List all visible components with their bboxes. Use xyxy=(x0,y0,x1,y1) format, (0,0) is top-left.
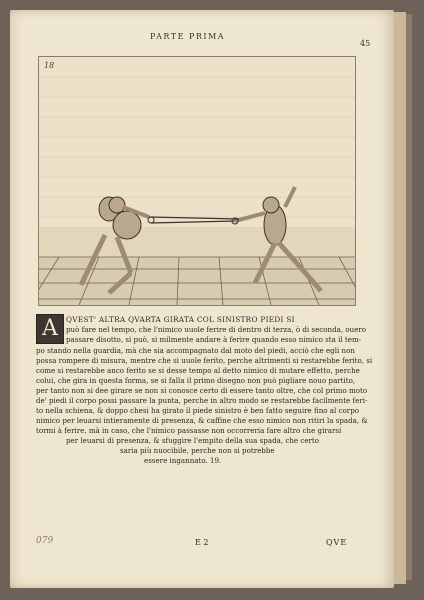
engraved-plate xyxy=(38,56,356,306)
handwritten-number: 079 xyxy=(36,536,54,546)
text-line: possa rompere di misura, mentre che si uuole ferito, perche altrimenti si restarebbe ferito, si xyxy=(36,356,373,365)
text-line: de' piedi il corpo possi passare la punta, perche in altro modo se restarebbe facilmente feri- xyxy=(36,396,368,405)
running-title: PARTE PRIMA xyxy=(150,32,226,41)
plate-number: 18 xyxy=(44,61,55,70)
text-line: tormi à ferire, mà in caso, che l'nimico passasse non occorreria fare altro che girarsi xyxy=(36,426,342,435)
text-line: nimico per leuarsi intieramente di presenza, & caffine che esso nimico non ritiri la spada, & xyxy=(36,416,368,425)
catchword: QVE xyxy=(326,538,348,547)
text-line: come si restarebbe anco ferito se si desse tempo al detto nimico di mutare effetto, perche xyxy=(36,366,360,375)
text-line: QVEST' ALTRA QVARTA GIRATA COL SINISTRO PIEDI SI xyxy=(66,315,295,324)
decorated-initial: A xyxy=(36,314,64,344)
folio-number: 45 xyxy=(360,39,371,48)
text-line: saria più nuocibile, perche non si potrebbe xyxy=(120,446,275,455)
text-line: passare disotto, si può, si milmente andare à ferire quando esso nimico sta il tem- xyxy=(66,335,362,344)
signature-mark: E 2 xyxy=(195,538,209,547)
page-edge-shadow xyxy=(406,14,412,580)
text-line: colui, che gira in questa forma, se si falla il primo disegno non può pigliare nouo partito, xyxy=(36,376,356,385)
text-line: per tanto non si dee girare se non si conosce certo di essere tanto oltre, che col primo moto xyxy=(36,386,368,395)
page-edge xyxy=(394,12,406,584)
text-line: to nella schiena, & doppo chesi ha girato il piede sinistro è ben fatto seguire fino al corpo xyxy=(36,406,360,415)
text-line: può fare nel tempo, che l'nimico uuole ferire di dentro di terza, ò di seconda, ouero xyxy=(66,325,367,334)
text-line: essere ingannato. 19. xyxy=(144,456,222,465)
fencing-illustration xyxy=(39,57,355,305)
text-line: po stando nella guardia, mà che sia accompagnato dal moto del piedi, acciò che egli non xyxy=(36,346,355,355)
text-line: per leuarsi di presenza, & sfuggire l'empito della sua spada, che certo xyxy=(66,436,320,445)
